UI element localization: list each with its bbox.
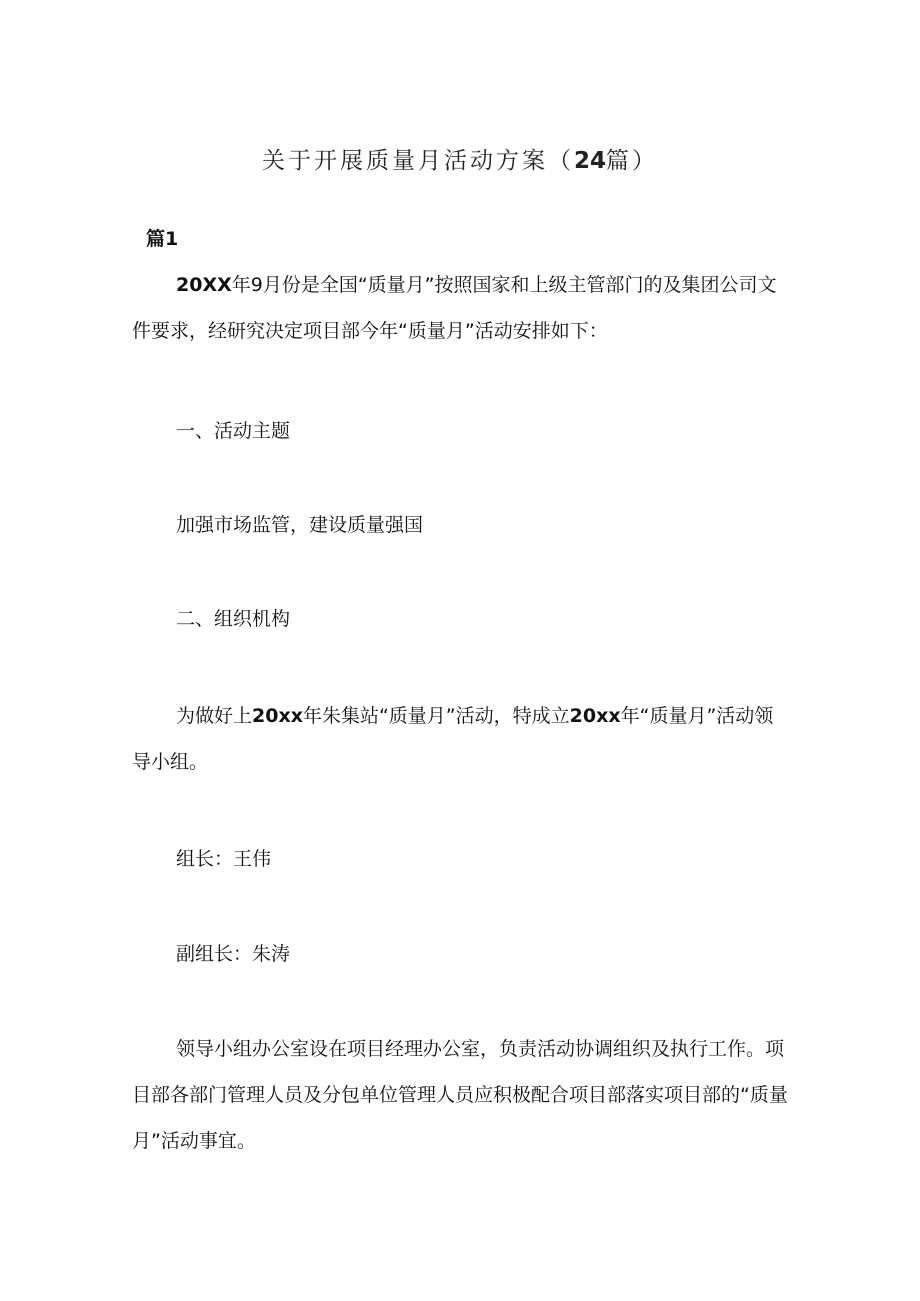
organization-paragraph — [132, 693, 792, 785]
title-count: 24 — [573, 148, 606, 174]
org-text-3: 年“质量月”活动领导小组。 — [132, 705, 774, 773]
activity-theme-text: 加强市场监管，建设质量强国 — [176, 514, 424, 536]
title-suffix: 篇） — [606, 148, 658, 174]
heading-activity-theme: 一、活动主题 — [176, 420, 291, 442]
org-text-2: 年朱集站“质量月”活动，特成立 — [302, 705, 570, 727]
title-paren-open: （ — [547, 148, 574, 174]
leader-line: 组长：王伟 — [176, 848, 272, 870]
org-text-1: 为做好上 — [176, 705, 253, 727]
intro-text: 年9月份是全国“质量月”按照国家和上级主管部门的及集团公司文件要求，经研究决定项目部今年“质量月”活动安排如下： — [132, 274, 777, 342]
deputy-leader-line: 副组长：朱涛 — [176, 943, 291, 965]
section-heading: 篇1 — [146, 228, 179, 250]
document-title — [0, 142, 920, 175]
intro-paragraph — [132, 262, 792, 354]
office-paragraph: 领导小组办公室设在项目经理办公室，负责活动协调组织及执行工作。项目部各部门管理人员及分包单位管理人员应积极配合项目部落实项目部的“质量月”活动事宜。 — [132, 1038, 788, 1152]
heading-organization: 二、组织机构 — [176, 608, 291, 630]
org-year-1: 20xx — [252, 705, 303, 727]
title-text: 关于开展质量月活动方案 — [261, 148, 548, 174]
org-year-2: 20xx — [569, 705, 621, 727]
intro-year: 20XX — [176, 274, 232, 296]
